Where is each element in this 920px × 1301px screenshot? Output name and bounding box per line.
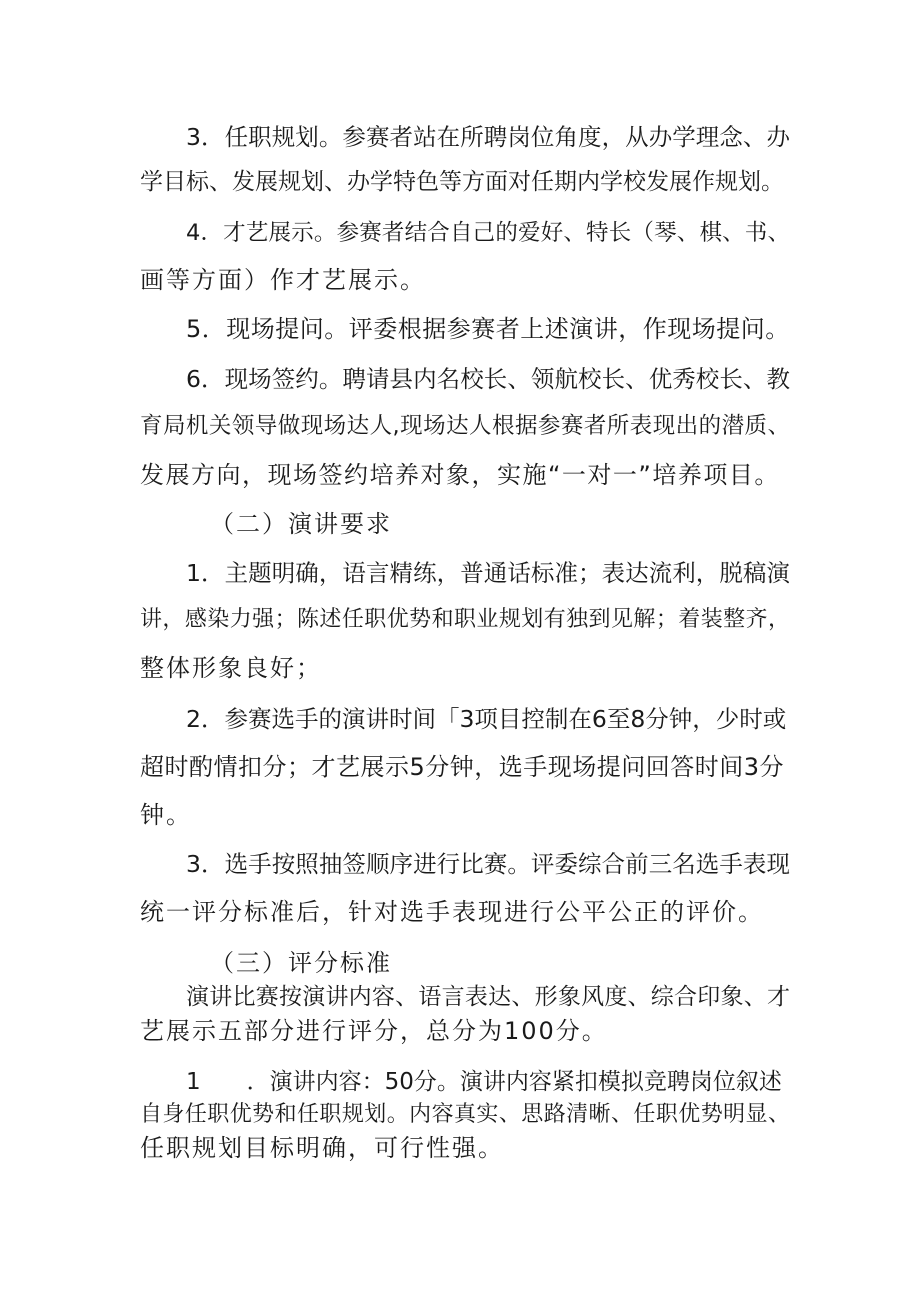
scoring-intro-line-2: 艺展示五部分进行评分，总分为100分。 xyxy=(140,1017,608,1045)
task-item-6-line-2: 育局机关领导做现场达人,现场达人根据参赛者所表现出的潜质、 xyxy=(140,413,790,439)
section-heading-scoring: （三）评分标准 xyxy=(210,949,392,977)
section-heading-requirements: （二）演讲要求 xyxy=(210,510,392,538)
requirement-item-1-line-3: 整体形象良好； xyxy=(140,654,322,682)
scoring-item-1-line-1: 1 ．演讲内容：50分。演讲内容紧扣模拟竞聘岗位叙述 xyxy=(186,1069,782,1095)
task-item-6-line-1: 6．现场签约。聘请县内名校长、领航校长、优秀校长、教 xyxy=(186,365,790,393)
scoring-item-1-line-2: 自身任职优势和任职规划。内容真实、思路清晰、任职优势明显、 xyxy=(140,1102,790,1127)
requirement-item-1-line-1: 1．主题明确，语言精练，普通话标准；表达流利，脱稿演 xyxy=(186,559,790,587)
task-item-4-line-1: 4．才艺展示。参赛者结合自己的爱好、特长（琴、棋、书、 xyxy=(186,220,790,246)
task-item-5-line-1: 5．现场提问。评委根据参赛者上述演讲，作现场提问。 xyxy=(186,315,790,343)
requirement-item-3-line-1: 3．选手按照抽签顺序进行比赛。评委综合前三名选手表现 xyxy=(186,850,790,878)
task-item-3-line-2: 学目标、发展规划、办学特色等方面对任期内学校发展作规划。 xyxy=(140,169,784,195)
scoring-intro-line-1: 演讲比赛按演讲内容、语言表达、形象风度、综合印象、才 xyxy=(186,984,790,1010)
requirement-item-3-line-2: 统一评分标准后，针对选手表现进行公平公正的评价。 xyxy=(140,898,764,926)
task-item-6-line-3: 发展方向，现场签约培养对象，实施“一对一”培养项目。 xyxy=(140,461,780,489)
task-item-3-line-1: 3．任职规划。参赛者站在所聘岗位角度，从办学理念、办 xyxy=(186,123,790,151)
requirement-item-2-line-2: 超时酌情扣分；才艺展示5分钟，选手现场提问回答时间3分 xyxy=(140,753,785,781)
task-item-4-line-2: 画等方面）作才艺展示。 xyxy=(140,266,426,294)
requirement-item-2-line-1: 2．参赛选手的演讲时间「3项目控制在6至8分钟，少时或 xyxy=(186,705,787,733)
requirement-item-2-line-3: 钟。 xyxy=(140,801,192,829)
requirement-item-1-line-2: 讲，感染力强；陈述任职优势和职业规划有独到见解；着装整齐， xyxy=(140,607,790,632)
scoring-item-1-line-3: 任职规划目标明确，可行性强。 xyxy=(140,1134,504,1162)
